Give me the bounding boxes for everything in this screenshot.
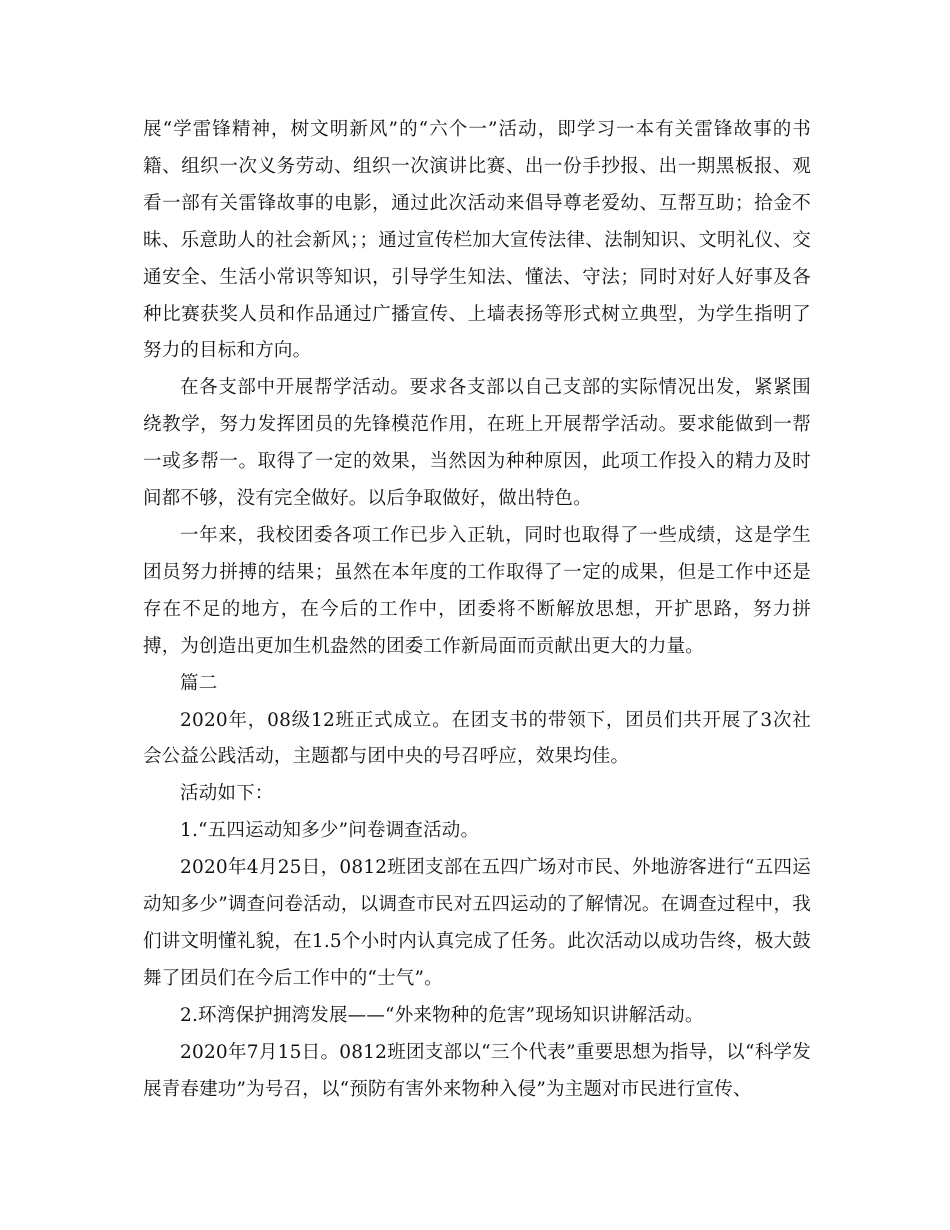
- document-body: [143, 112, 811, 1108]
- paragraph-8: 2020年4月25日，0812班团支部在五四广场对市民、外地游客进行“五四运动知多少”调查问卷活动，以调查市民对五四运动的了解情况。在调查过程中，我们讲文明懂礼貌，在1.5个小时内认真完成了任务。此次活动以成功告终，极大鼓舞了团员们在今后工作中的“士气”。: [143, 857, 811, 989]
- paragraph-2: 在各支部中开展帮学活动。要求各支部以自己支部的实际情况出发，紧紧围绕教学，努力发挥团员的先锋模范作用，在班上开展帮学活动。要求能做到一帮一或多帮一。取得了一定的效果，当然因为种种原因，此项工作投入的精力及时间都不够，没有完全做好。以后争取做好，做出特色。: [143, 377, 811, 510]
- section-heading: 篇二: [180, 672, 218, 694]
- paragraph-10: 2020年7月15日。0812班团支部以“三个代表”重要思想为指导，以“科学发展青春建功”为号召，以“预防有害外来物种入侵”为主题对市民进行宣传、: [143, 1041, 811, 1100]
- paragraph-6: 活动如下：: [180, 783, 274, 805]
- list-item-2-title: 2.环湾保护拥湾发展——“外来物种的危害”现场知识讲解活动。: [180, 1004, 704, 1026]
- paragraph-5: 2020年，08级12班正式成立。在团支书的带领下，团员们共开展了3次社会公益公践活动，主题都与团中央的号召呼应，效果均佳。: [143, 709, 811, 768]
- paragraph-1: 展“学雷锋精神，树文明新风”的“六个一”活动，即学习一本有关雷锋故事的书籍、组织一次义务劳动、组织一次演讲比赛、出一份手抄报、出一期黑板报、观看一部有关雷锋故事的电影，通过此次活动来倡导尊老爱幼、互帮互助；拾金不昧、乐意助人的社会新风；；通过宣传栏加大宣传法律、法制知识、文明礼仪、交通安全、生活小常识等知识，引导学生知法、懂法、守法；同时对好人好事及各种比赛获奖人员和作品通过广播宣传、上墙表扬等形式树立典型，为学生指明了努力的目标和方向。: [143, 119, 811, 362]
- list-item-1-title: 1.“五四运动知多少”问卷调查活动。: [180, 820, 480, 842]
- paragraph-3: 一年来，我校团委各项工作已步入正轨，同时也取得了一些成绩，这是学生团员努力拼搏的结果；虽然在本年度的工作取得了一定的成果，但是工作中还是存在不足的地方，在今后的工作中，团委将不断解放思想，开扩思路，努力拼搏，为创造出更加生机盎然的团委工作新局面而贡献出更大的力量。: [143, 524, 811, 657]
